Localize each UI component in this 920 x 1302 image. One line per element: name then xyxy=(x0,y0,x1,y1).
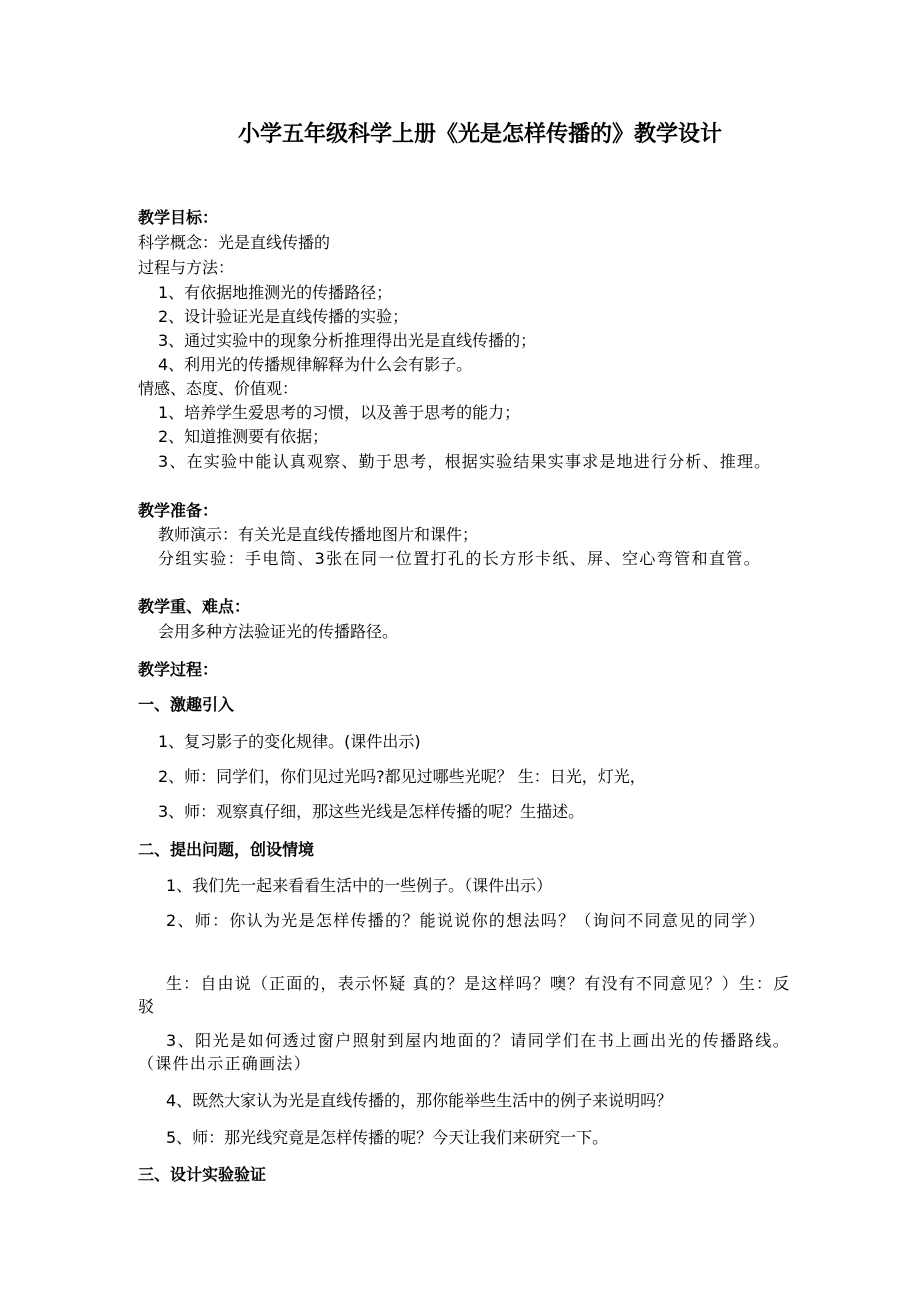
process-method-heading: 过程与方法： xyxy=(138,258,235,277)
document-title: 小学五年级科学上册《光是怎样传播的》教学设计 xyxy=(237,122,722,147)
list-item: 2、师：同学们，你们见过光吗?都见过哪些光呢？ 生：日光，灯光， xyxy=(158,767,646,786)
list-item: 生：自由说（正面的，表示怀疑 真的？是这样吗？噢？有没有不同意见？）生：反驳 xyxy=(138,974,790,1016)
list-item: 2、设计验证光是直线传播的实验； xyxy=(158,307,409,326)
list-item: 4、利用光的传播规律解释为什么会有影子。 xyxy=(158,355,473,374)
list-item: 1、有依据地推测光的传播路径； xyxy=(158,283,393,302)
attitude-heading: 情感、态度、价值观： xyxy=(138,379,299,398)
key-points-heading: 教学重、难点： xyxy=(138,597,251,616)
list-item: 1、培养学生爱思考的习惯，以及善于思考的能力； xyxy=(158,403,521,422)
list-item: 3、师：观察真仔细，那这些光线是怎样传播的呢？生描述。 xyxy=(158,802,585,821)
section-heading: 二、提出问题，创设情境 xyxy=(138,840,315,859)
concept-line: 科学概念：光是直线传播的 xyxy=(138,233,331,252)
list-item: 3、在实验中能认真观察、勤于思考，根据实验结果实事求是地进行分析、推理。 xyxy=(158,452,772,471)
list-item: 4、既然大家认为光是直线传播的，那你能举些生活中的例子来说明吗？ xyxy=(166,1091,673,1110)
list-item: 3、阳光是如何透过窗户照射到屋内地面的？请同学们在书上画出光的传播路线。（课件出示正确画法） xyxy=(138,1031,790,1073)
list-item: 2、师：你认为光是怎样传播的？能说说你的想法吗？（询问不同意见的同学） xyxy=(166,911,766,930)
preparation-item: 教师演示：有关光是直线传播地图片和课件； xyxy=(158,525,479,544)
section-heading: 三、设计实验验证 xyxy=(138,1165,267,1184)
key-points-text: 会用多种方法验证光的传播路径。 xyxy=(158,622,399,641)
list-item: 1、我们先一起来看看生活中的一些例子。（课件出示） xyxy=(166,876,553,895)
preparation-item: 分组实验：手电筒、3张在同一位置打孔的长方形卡纸、屏、空心弯管和直管。 xyxy=(158,549,762,568)
preparation-heading: 教学准备： xyxy=(138,501,219,520)
process-heading: 教学过程： xyxy=(138,660,219,679)
section-heading: 一、激趣引入 xyxy=(138,695,235,714)
list-item: 3、通过实验中的现象分析推理得出光是直线传播的； xyxy=(158,331,537,350)
goals-heading: 教学目标： xyxy=(138,208,219,227)
list-item: 1、复习影子的变化规律。(课件出示) xyxy=(158,732,421,751)
list-item: 2、知道推测要有依据； xyxy=(158,427,329,446)
list-item: 5、师：那光线究竟是怎样传播的呢？今天让我们来研究一下。 xyxy=(166,1128,609,1147)
